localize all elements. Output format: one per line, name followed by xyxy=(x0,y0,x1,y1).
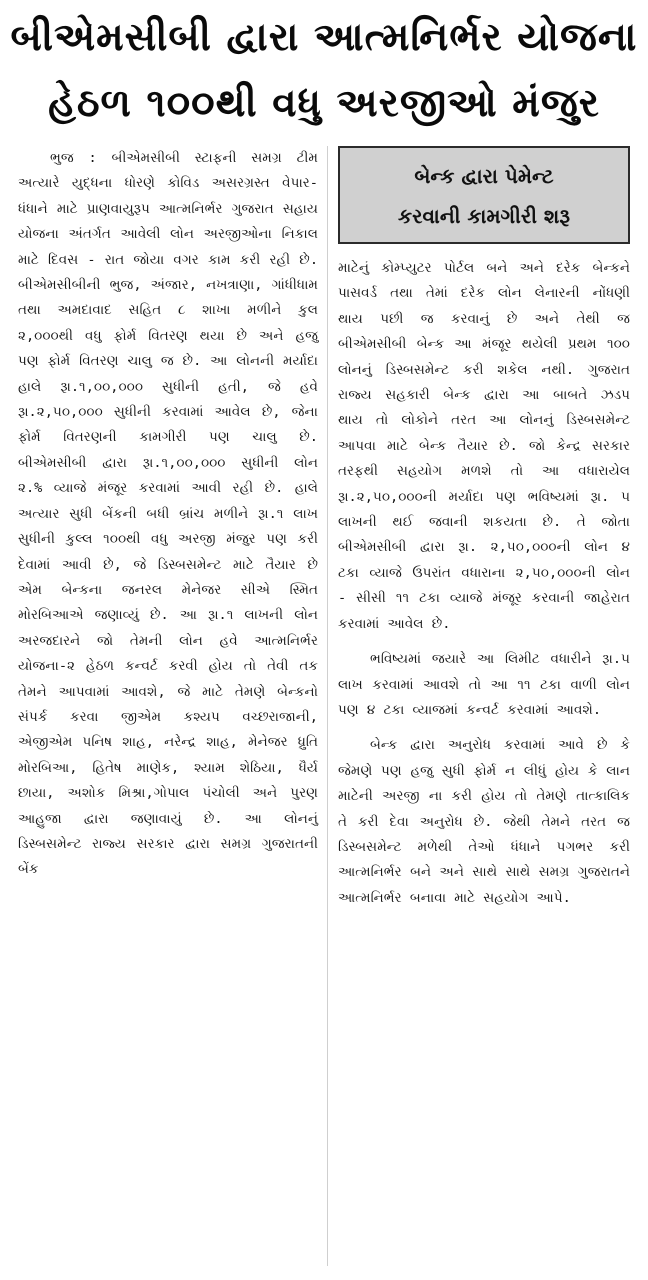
subheading-line-1: બેન્ક દ્વારા પેમેન્ટ xyxy=(414,164,554,188)
column-divider xyxy=(327,146,328,1266)
article-right-column xyxy=(338,256,630,911)
subheading-line-2: કરવાની કામગીરી શરૂ xyxy=(398,204,570,228)
article-paragraph: ભવિષ્યમાં જયારે આ લિમીટ વધારીને રૂા.૫ લાખ કરવામાં આવશે તો આ ૧૧ ટકા વાળી લોન પણ ૪ ટકા વ્યાજમાં કન્વર્ટ કરવામાં આવશે. xyxy=(338,651,630,718)
article-paragraph: બેન્ક દ્વારા અનુરોધ કરવામાં આવે છે કે જેમણે પણ હજુ સુધી ફોર્મ ન લીધું હોય કે લાન માટેની અરજી ના કરી હોય તો તેમણે તાત્કાલિક તે કરી દેવા અનુરોધ છે. જેથી તેમને તરત જ ડિસ્બસમેન્ટ મળેથી તેઓ ધંધાને પગભર કરી આત્મનિર્ભર બને અને સાથે સાથે સમગ્ર ગુજરાતને આત્મનિર્ભર બનાવા માટે સહયોગ આપે. xyxy=(338,737,630,906)
article-left-column xyxy=(18,146,318,883)
headline-line-2: હેઠળ ૧૦૦થી વધુ અરજીઓ મંજુર xyxy=(48,81,600,126)
article-paragraph: માટેનું કોમ્પ્યુટર પોર્ટલ બને અને દરેક બેન્કને પાસવર્ડ તથા તેમાં દરેક લોન લેનારની નોંધણી થાય પછી જ કરવાનું છે અને તેથી જ બીએમસીબી બેન્ક આ મંજૂર થયેલી પ્રથમ ૧૦૦ લોનનું ડિસ્બસમેન્ટ કરી શકેલ નથી. ગુજરાત રાજ્ય સહકારી બેન્ક દ્વારા આ બાબતે ઝડપ થાય તો લોકોને તરત આ લોનનું ડિસ્બસમેન્ટ આપવા માટે બેન્ક તૈયાર છે. જો કેન્દ્ર સરકાર તરફથી સહયોગ મળશે તો આ વધારાયેલ રૂા.૨,૫૦,૦૦૦ની મર્યાદા પણ ભવિષ્યમાં રૂા. ૫ લાખની થઈ જવાની શકયતા છે. તે જોતા બીએમસીબી દ્વારા રૂા. ૨,૫૦,૦૦૦ની લોન ૪ ટકા વ્યાજે ઉપરાંત વધારાના ૨,૫૦,૦૦૦ની લોન - સીસી ૧૧ ટકા વ્યાજે મંજૂર કરવાની જાહેરાત કરવામાં આવેલ છે. xyxy=(338,260,630,632)
headline-line-1: બીએમસીબી દ્વારા આત્મનિર્ભર યોજના xyxy=(10,15,638,60)
subheading-box xyxy=(338,146,630,244)
article-paragraph: ભુજ : બીએમસીબી સ્ટાફની સમગ્ર ટીમ અત્યારે યુદ્ધના ધોરણે કોવિડ અસરગ્રસ્ત વેપાર-ધંધાને માટે પ્રાણવાયુરૂપ આત્મનિર્ભર ગુજરાત સહાય યોજના અંતર્ગત આવેલી લોન અરજીઓના નિકાલ માટે દિવસ - રાત જોયા વગર કામ કરી રહી છે. બીએમસીબીની ભુજ, અંજાર, નખત્રાણા, ગાંધીધામ તથા અમદાવાદ સહિત ૮ શાખા મળીને કુલ ૨,૦૦૦થી વધુ ફોર્મ વિતરણ થયા છે અને હજુ પણ ફોર્મ વિતરણ ચાલુ જ છે. આ લોનની મર્યાદા હાલે રૂા.૧,૦૦,૦૦૦ સુધીની હતી, જે હવે રૂા.૨,૫૦,૦૦૦ સુધીની કરવામાં આવેલ છે, જેના ફોર્મ વિતરણની કામગીરી પણ ચાલુ છે. બીએમસીબી દ્વારા રૂા.૧,૦૦,૦૦૦ સુધીની લોન ૨.% વ્યાજે મંજૂર કરવામાં આવી રહી છે. હાલે અત્યાર સુધી બેંકની બધી બ્રાંચ મળીને રૂા.૧ લાખ સુધીની કુલ્લ ૧૦૦થી વધુ અરજી મંજુર પણ કરી દેવામાં આવી છે, જે ડિસ્બસમેન્ટ માટે તૈયાર છે એમ બેન્કના જનરલ મેનેજર સીએ સ્મિત મોરબિઆએ જણાવ્યું છે. આ રૂા.૧ લાખની લોન અરજદારને જો તેમની લોન હવે આત્મનિર્ભર યોજના-૨ હેઠળ કન્વર્ટ કરવી હોય તો તેવી તક તેમને આપવામાં આવશે, જે માટે તેમણે બેન્કનો સંપર્ક કરવા જીએમ કશ્યપ વચ્છરાજાની, એજીએમ પનિષ શાહ, નરેન્દ્ર શાહ, મેનેજર ધ્રુતિ મોરબિઆ, હિતેષ માણેક, શ્યામ શેઠિયા, ધૈર્ય છાયા, અશોક મિશ્રા,ગોપાલ પંચોલી અને પુરણ આહુજા દ્વારા જણાવાયું છે. આ લોનનું ડિસ્બસમેન્ટ રાજ્ય સરકાર દ્વારા સમગ્ર ગુજરાતની બેંક xyxy=(18,150,318,878)
